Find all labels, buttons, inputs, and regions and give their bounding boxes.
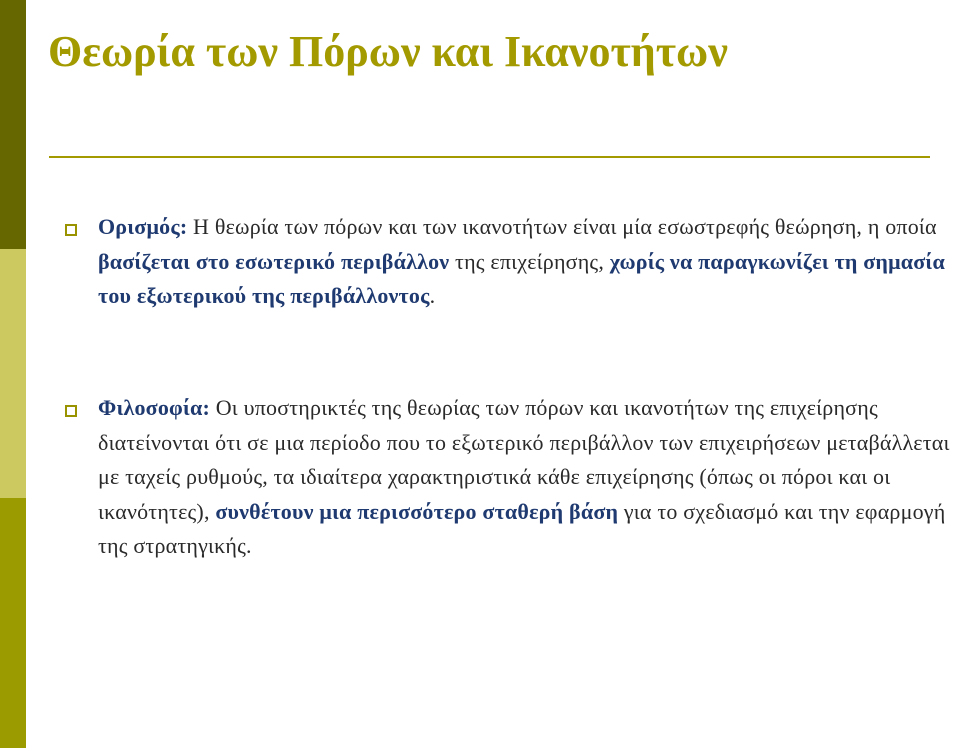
definition-paragraph bbox=[98, 210, 960, 314]
accent-bar-bottom bbox=[0, 498, 26, 748]
philosophy-text: Οι υποστηρικτές της θεωρίας των πόρων και ικανοτήτων της επιχείρησης διατείνονται ότι σε μια περίοδο που το εξωτερικό περιβάλλον των επιχειρήσεων μεταβάλλεται με ταχείς ρυθμούς, τα ιδιαίτερα χαρακτηριστικά κάθε επιχείρησης (όπως οι πόροι και οι ικανότητες), bbox=[98, 395, 950, 524]
definition-emphasis-external: χωρίς να παραγκωνίζει τη σημασία του εξωτερικού της περιβάλλοντος bbox=[98, 248, 945, 308]
philosophy-paragraph bbox=[98, 391, 960, 564]
definition-emphasis-internal: βασίζεται στο εσωτερικό περιβάλλον bbox=[98, 248, 450, 274]
slide-title: Θεωρία των Πόρων και Ικανοτήτων bbox=[48, 27, 728, 76]
accent-bar-middle bbox=[0, 249, 26, 498]
definition-label: Ορισμός: bbox=[98, 214, 188, 239]
hollow-square-bullet-icon bbox=[65, 224, 77, 236]
philosophy-text: για το σχεδιασμό και την εφαρμογή της στρατηγικής. bbox=[98, 498, 946, 558]
definition-text: Η θεωρία των πόρων και των ικανοτήτων είναι μία εσωστρεφής θεώρηση, η οποία bbox=[187, 214, 937, 239]
title-underline bbox=[49, 156, 930, 158]
philosophy-emphasis: συνθέτουν μια περισσότερο σταθερή βάση bbox=[215, 498, 619, 524]
definition-text: της επιχείρησης, bbox=[449, 248, 610, 274]
hollow-square-bullet-icon bbox=[65, 405, 77, 417]
accent-bar-top bbox=[0, 0, 26, 249]
philosophy-label: Φιλοσοφία: bbox=[98, 395, 210, 420]
definition-text: . bbox=[429, 283, 436, 308]
